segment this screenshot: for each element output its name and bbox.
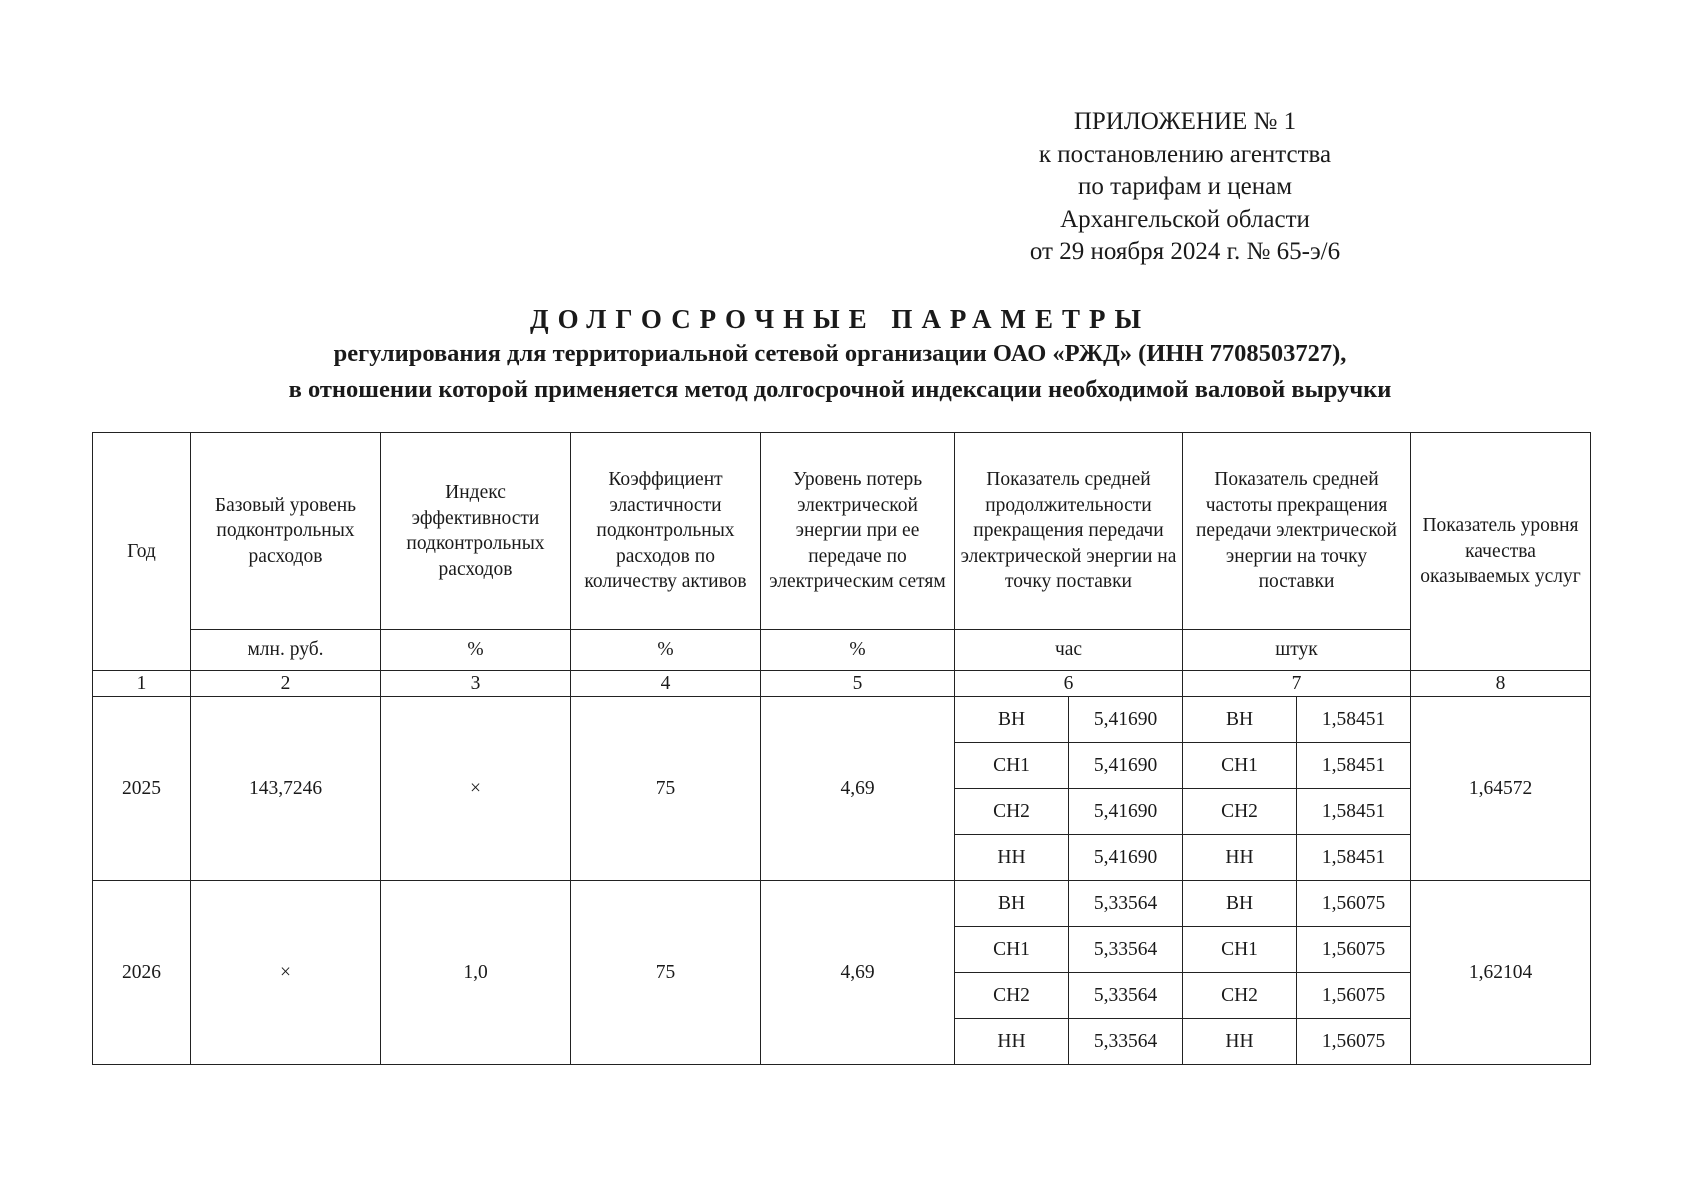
appendix-line: ПРИЛОЖЕНИЕ № 1 (1073, 108, 1297, 135)
unit-elasticity: % (571, 630, 761, 671)
cell-duration-value: 5,33564 (1069, 1019, 1183, 1065)
unit-loss-level: % (761, 630, 955, 671)
cell-duration-level: ВН (955, 697, 1069, 743)
header-efficiency-index: Индекс эффективности подконтрольных расходов (381, 433, 571, 630)
cell-frequency-level: СН2 (1183, 973, 1297, 1019)
cell-frequency-value: 1,56075 (1297, 927, 1411, 973)
table-row (93, 881, 1591, 927)
cell-year: 2025 (93, 697, 191, 881)
cell-elasticity: 75 (571, 881, 761, 1065)
cell-duration-value: 5,33564 (1069, 881, 1183, 927)
cell-year: 2026 (93, 881, 191, 1065)
appendix-line: от 29 ноября 2024 г. № 65-э/6 (1029, 238, 1341, 265)
header-year: Год (93, 433, 191, 671)
unit-duration: час (955, 630, 1183, 671)
appendix-line: к постановлению агентства (1038, 140, 1332, 168)
cell-quality: 1,62104 (1411, 881, 1591, 1065)
cell-duration-level: СН2 (955, 789, 1069, 835)
header-frequency: Показатель средней частоты прекращения передачи электрической энергии на точку поставки (1183, 433, 1411, 630)
cell-frequency-value: 1,58451 (1297, 697, 1411, 743)
appendix-line: по тарифам и ценам (1077, 173, 1293, 200)
cell-frequency-value: 1,56075 (1297, 1019, 1411, 1065)
cell-frequency-value: 1,56075 (1297, 973, 1411, 1019)
cell-duration-level: НН (955, 835, 1069, 881)
unit-base-level: млн. руб. (191, 630, 381, 671)
header-duration: Показатель средней продолжительности прекращения передачи электрической энергии на точку поставки (955, 433, 1183, 630)
title-subtitle-line-1: регулирования для территориальной сетевой организации ОАО «РЖД» (ИНН 7708503727), (333, 340, 1347, 367)
appendix-line: Архангельской области (1060, 205, 1310, 233)
title-subtitle-line-2: в отношении которой применяется метод долгосрочной индексации необходимой валовой выручки (288, 376, 1392, 403)
column-number-row (93, 671, 1591, 697)
cell-frequency-value: 1,56075 (1297, 881, 1411, 927)
unit-frequency: штук (1183, 630, 1411, 671)
cell-duration-value: 5,33564 (1069, 973, 1183, 1019)
cell-loss-level: 4,69 (761, 881, 955, 1065)
column-number: 1 (93, 671, 191, 697)
document-title (90, 302, 1590, 408)
column-number: 5 (761, 671, 955, 697)
cell-frequency-level: НН (1183, 1019, 1297, 1065)
cell-efficiency-index: 1,0 (381, 881, 571, 1065)
cell-frequency-level: ВН (1183, 881, 1297, 927)
cell-duration-level: СН1 (955, 743, 1069, 789)
cell-frequency-value: 1,58451 (1297, 743, 1411, 789)
units-row (93, 630, 1591, 671)
cell-duration-value: 5,41690 (1069, 743, 1183, 789)
cell-frequency-level: СН1 (1183, 743, 1297, 789)
title-main: ДОЛГОСРОЧНЫЕ ПАРАМЕТРЫ (530, 304, 1150, 334)
column-number: 8 (1411, 671, 1591, 697)
cell-frequency-value: 1,58451 (1297, 789, 1411, 835)
cell-frequency-value: 1,58451 (1297, 835, 1411, 881)
table-row (93, 697, 1591, 743)
cell-duration-value: 5,41690 (1069, 697, 1183, 743)
column-number: 4 (571, 671, 761, 697)
cell-duration-level: СН1 (955, 927, 1069, 973)
cell-duration-value: 5,41690 (1069, 835, 1183, 881)
cell-duration-value: 5,33564 (1069, 927, 1183, 973)
cell-base-level: 143,7246 (191, 697, 381, 881)
cell-quality: 1,64572 (1411, 697, 1591, 881)
cell-duration-level: СН2 (955, 973, 1069, 1019)
cell-duration-level: НН (955, 1019, 1069, 1065)
header-loss-level: Уровень потерь электрической энергии при ее передаче по электрическим сетям (761, 433, 955, 630)
cell-duration-level: ВН (955, 881, 1069, 927)
column-number: 7 (1183, 671, 1411, 697)
cell-elasticity: 75 (571, 697, 761, 881)
cell-frequency-level: НН (1183, 835, 1297, 881)
column-number: 6 (955, 671, 1183, 697)
parameters-table (92, 432, 1591, 1065)
cell-duration-value: 5,41690 (1069, 789, 1183, 835)
cell-frequency-level: СН2 (1183, 789, 1297, 835)
header-elasticity: Коэффициент эластичности подконтрольных расходов по количеству активов (571, 433, 761, 630)
unit-efficiency-index: % (381, 630, 571, 671)
cell-loss-level: 4,69 (761, 697, 955, 881)
cell-frequency-level: ВН (1183, 697, 1297, 743)
cell-frequency-level: СН1 (1183, 927, 1297, 973)
column-number: 3 (381, 671, 571, 697)
cell-efficiency-index: × (381, 697, 571, 881)
header-row (93, 433, 1591, 630)
column-number: 2 (191, 671, 381, 697)
cell-base-level: × (191, 881, 381, 1065)
appendix-header (960, 106, 1410, 269)
header-quality: Показатель уровня качества оказываемых услуг (1411, 433, 1591, 671)
header-base-level: Базовый уровень подконтрольных расходов (191, 433, 381, 630)
